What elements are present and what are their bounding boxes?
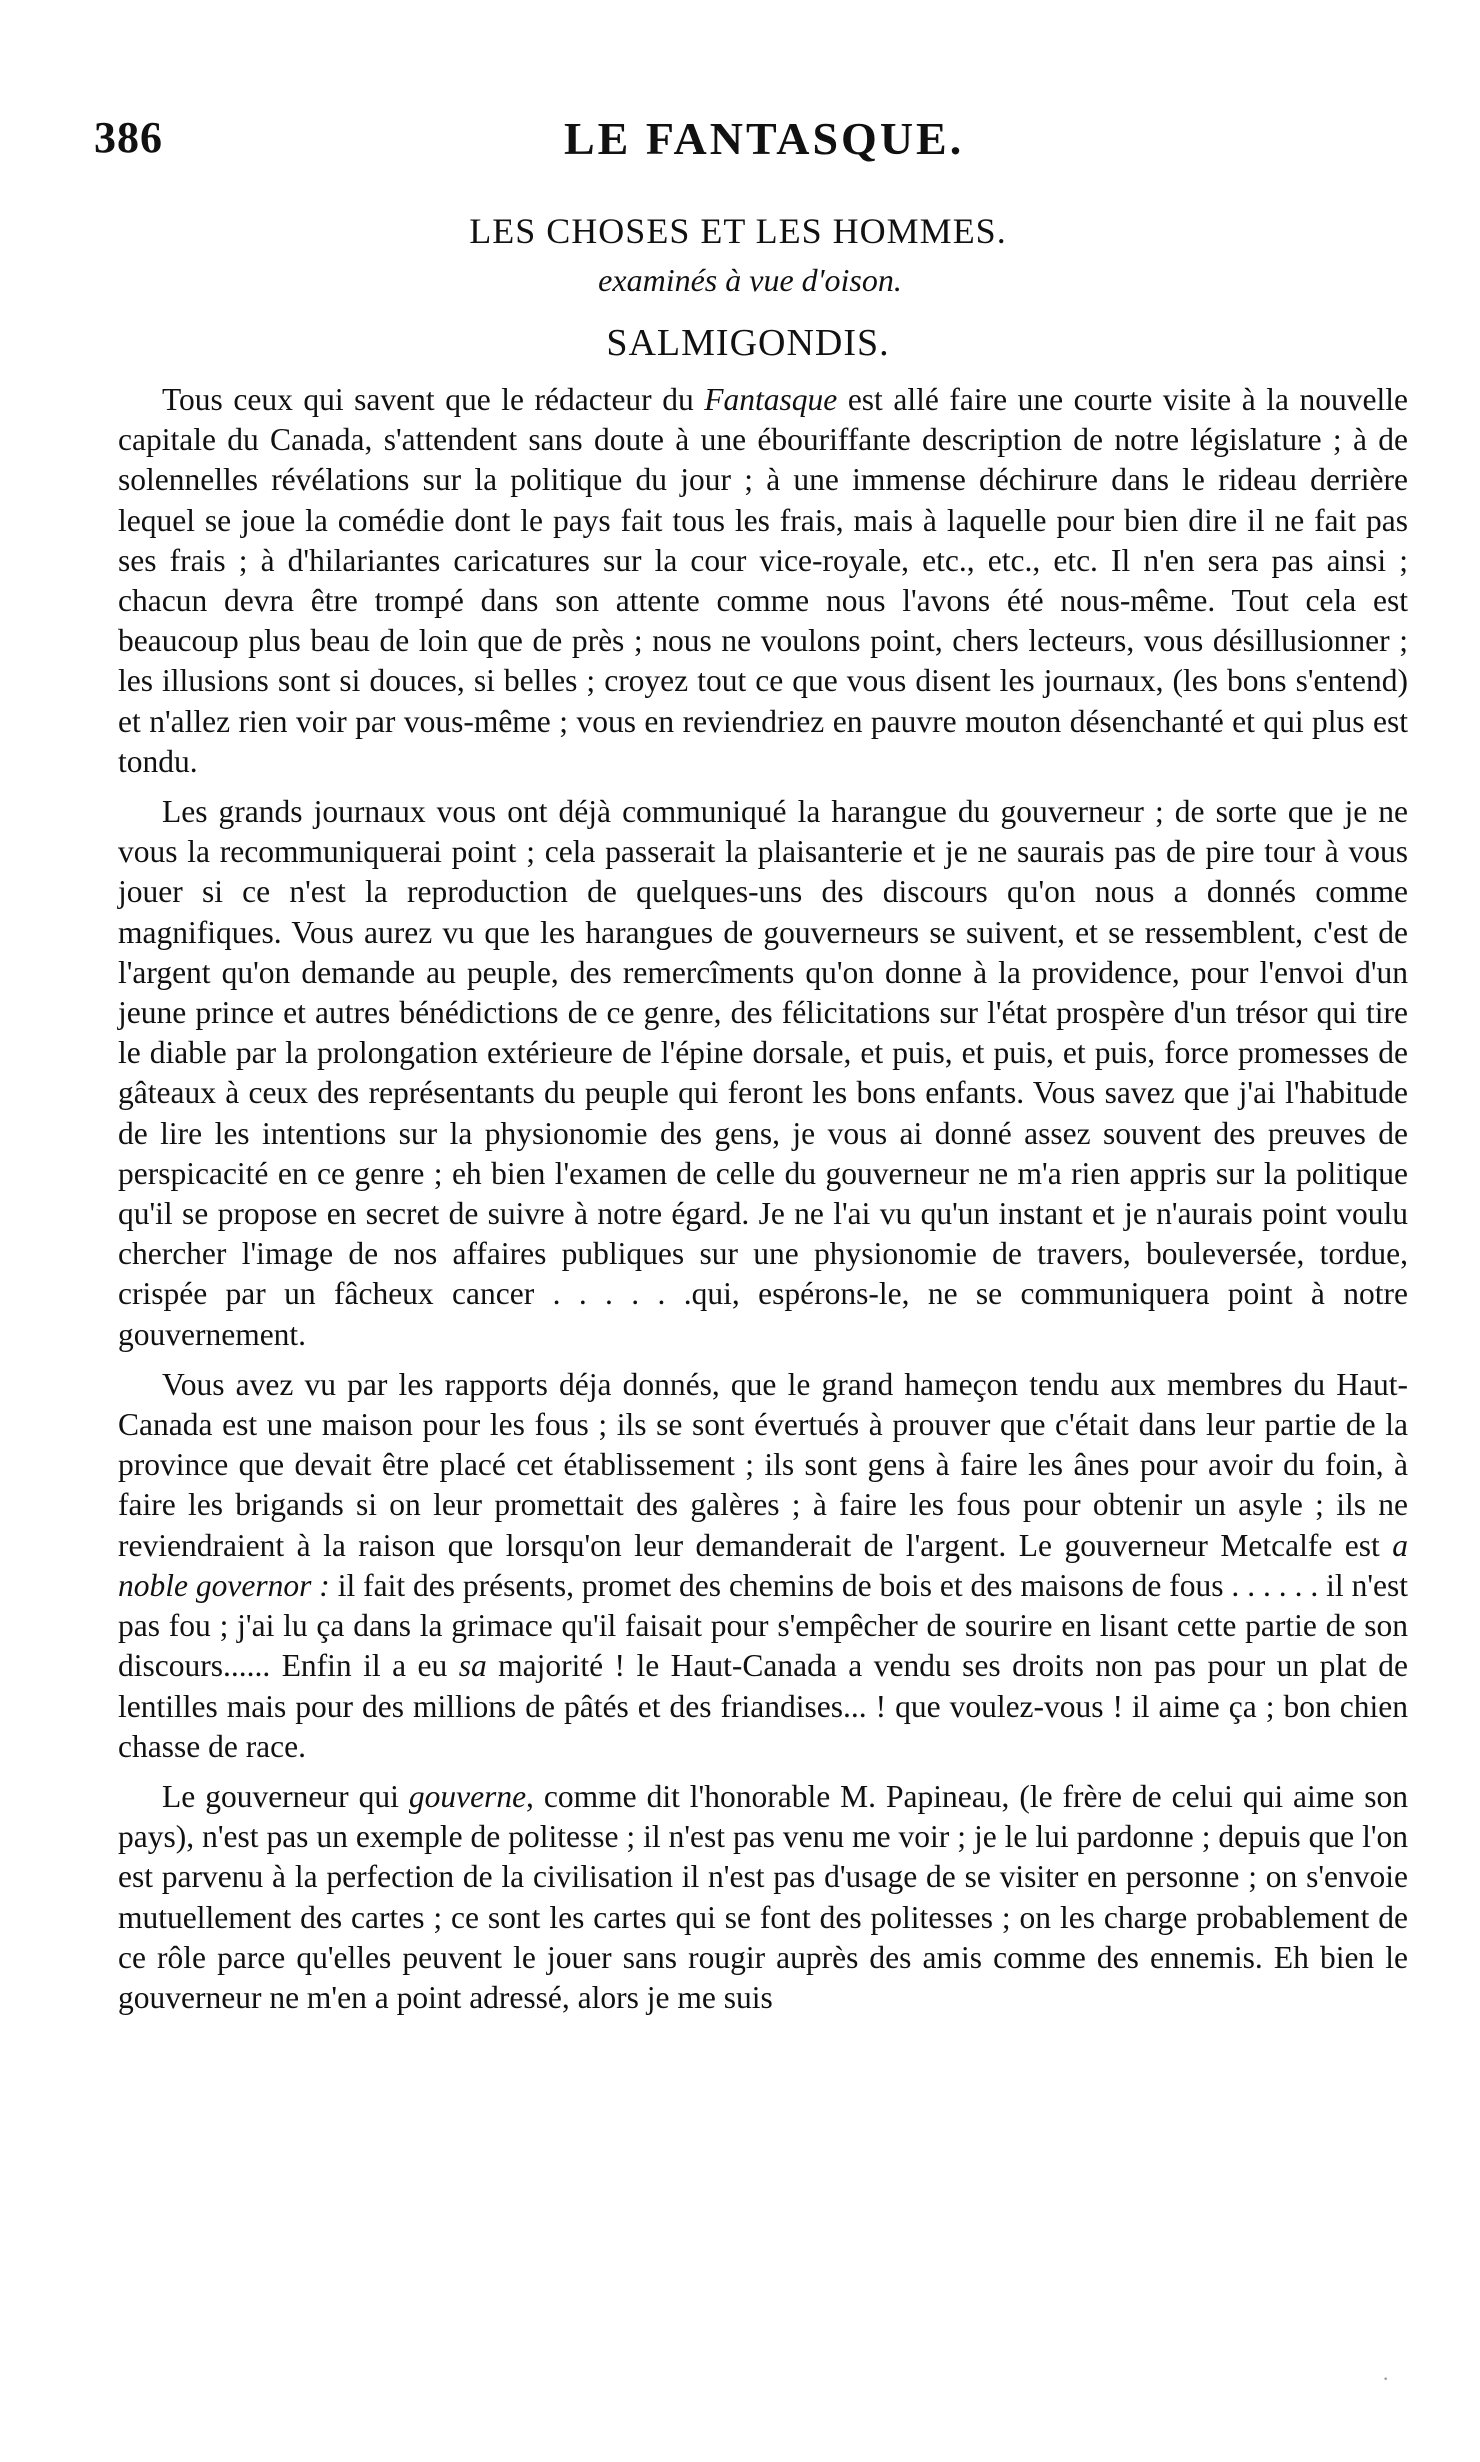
paragraph: [118, 380, 1408, 782]
text-run: Tous ceux qui savent que le rédacteur du: [162, 382, 705, 417]
paragraph: [118, 1365, 1408, 1767]
text-run: majorité ! le Haut-Canada a vendu ses droits non pas pour un plat de lentilles mais pour des millions de pâtés et des friandises... ! que voulez-vous ! il aime ça ; bon chien chasse de race.: [118, 1648, 1408, 1764]
paragraph: [118, 1777, 1408, 2018]
italic-text: a noble governor :: [118, 1527, 1408, 1603]
running-title: LE FANTASQUE.: [564, 113, 965, 164]
margin-speck: ·: [1382, 2366, 1390, 2391]
section-title: LES CHOSES ET LES HOMMES.: [469, 211, 1007, 251]
text-run: Les grands journaux vous ont déjà communiqué la harangue du gouverneur ; de sorte que je ne vous la recommuniquerai point ; cela passerait la plaisanterie et je ne saurais pas de pire tour à vous jouer si ce n'est la reproduction de quelques-uns des discours qu'on nous a donnés comme magnifiques. Vous aurez vu que les harangues de gouverneurs se suivent, et se ressemblent, c'est de l'argent qu'on demande au peuple, des remercîments qu'on donne à la providence, pour l'envoi d'un jeune prince et autres bénédictions de ce genre, des félicitations sur l'état prospère d'un trésor qui tire le diable par la prolongation extérieure de l'épine dorsale, et puis, et puis, et puis, force promesses de gâteaux à ceux des représentants du peuple qui feront les bons enfants. Vous savez que j'ai l'habitude de lire les intentions sur la physionomie des gens, je vous ai donné assez souvent des preuves de perspicacité en ce genre ; eh bien l'examen de celle du gouverneur ne m'a rien appris sur la politique qu'il se propose en secret de suivre à notre égard. Je ne l'ai vu qu'un instant et je n'aurais point voulu chercher l'image de nos affaires publiques sur une physionomie de travers, bouleversée, tordue, crispée par un fâcheux cancer . . . . . .qui, espérons-le, ne se communiquera point à notre gouvernement.: [118, 794, 1408, 1352]
text-run: est allé faire une courte visite à la nouvelle capitale du Canada, s'attendent sans doute à une ébouriffante description de notre législature ; à de solennelles révélations sur la politique du jour ; à une immense déchirure dans le rideau derrière lequel se joue la comédie dont le pays fait tous les frais, mais à laquelle pour bien dire il ne fait pas ses frais ; à d'hilariantes caricatures sur la cour vice-royale, etc., etc., etc. Il n'en sera pas ainsi ; chacun devra être trompé dans son attente comme nous l'avons été nous-même. Tout cela est beaucoup plus beau de loin que de près ; nous ne voulons point, chers lecteurs, vous désillusionner ; les illusions sont si douces, si belles ; croyez tout ce que vous disent les journaux, (les bons s'entend) et n'allez rien voir par vous-même ; vous en reviendriez en pauvre mouton désenchanté et qui plus est tondu.: [118, 382, 1408, 779]
paragraph: [118, 792, 1408, 1355]
italic-text: sa: [458, 1648, 487, 1684]
section-subtitle: examinés à vue d'oison.: [598, 262, 902, 298]
page-header: [94, 112, 1330, 172]
text-run: il fait des présents, promet des chemins de bois et des maisons de fous . . . . . . il n'est pas fou ; j'ai lu ça dans la grimace qu'il faisait pour s'empêcher de sourire en lisant cette partie de son discours...... Enfin il a eu: [118, 1567, 1408, 1684]
text-run: , comme dit l'honorable M. Papineau, (le frère de celui qui aime son pays), n'est pas un exemple de politesse ; il n'est pas venu me voir ; je le lui pardonne ; depuis que l'on est parvenu à la perfection de la civilisation il n'est pas d'usage de se visiter en personne ; on s'envoie mutuellement des cartes ; ce sont les cartes qui se font des politesses ; on les charge probablement de ce rôle parce qu'elles peuvent le jouer sans rougir auprès des amis comme des ennemis. Eh bien le gouverneur ne m'en a point adressé, alors je me suis: [118, 1778, 1408, 2015]
article-title: SALMIGONDIS.: [606, 322, 890, 364]
italic-text: gouverne: [408, 1778, 527, 1814]
page-number: 386: [94, 113, 163, 162]
text-run: Vous avez vu par les rapports déja donnés, que le grand hameçon tendu aux membres du Haut-Canada est une maison pour les fous ; ils se sont évertués à prouver que c'était dans leur partie de la province que devait être placé cet établissement ; ils sont gens à faire les ânes pour avoir du foin, à faire les brigands si on leur promettait des galères ; à faire les fous pour obtenir un asyle ; ils ne reviendraient à la raison que lorsqu'on leur demanderait de l'argent. Le gouverneur Metcalfe est: [118, 1366, 1408, 1563]
text-run: Le gouverneur qui: [162, 1778, 409, 1814]
italic-text: Fantasque: [704, 382, 838, 417]
article-body: [118, 380, 1408, 2018]
section-heading: [0, 210, 1480, 365]
